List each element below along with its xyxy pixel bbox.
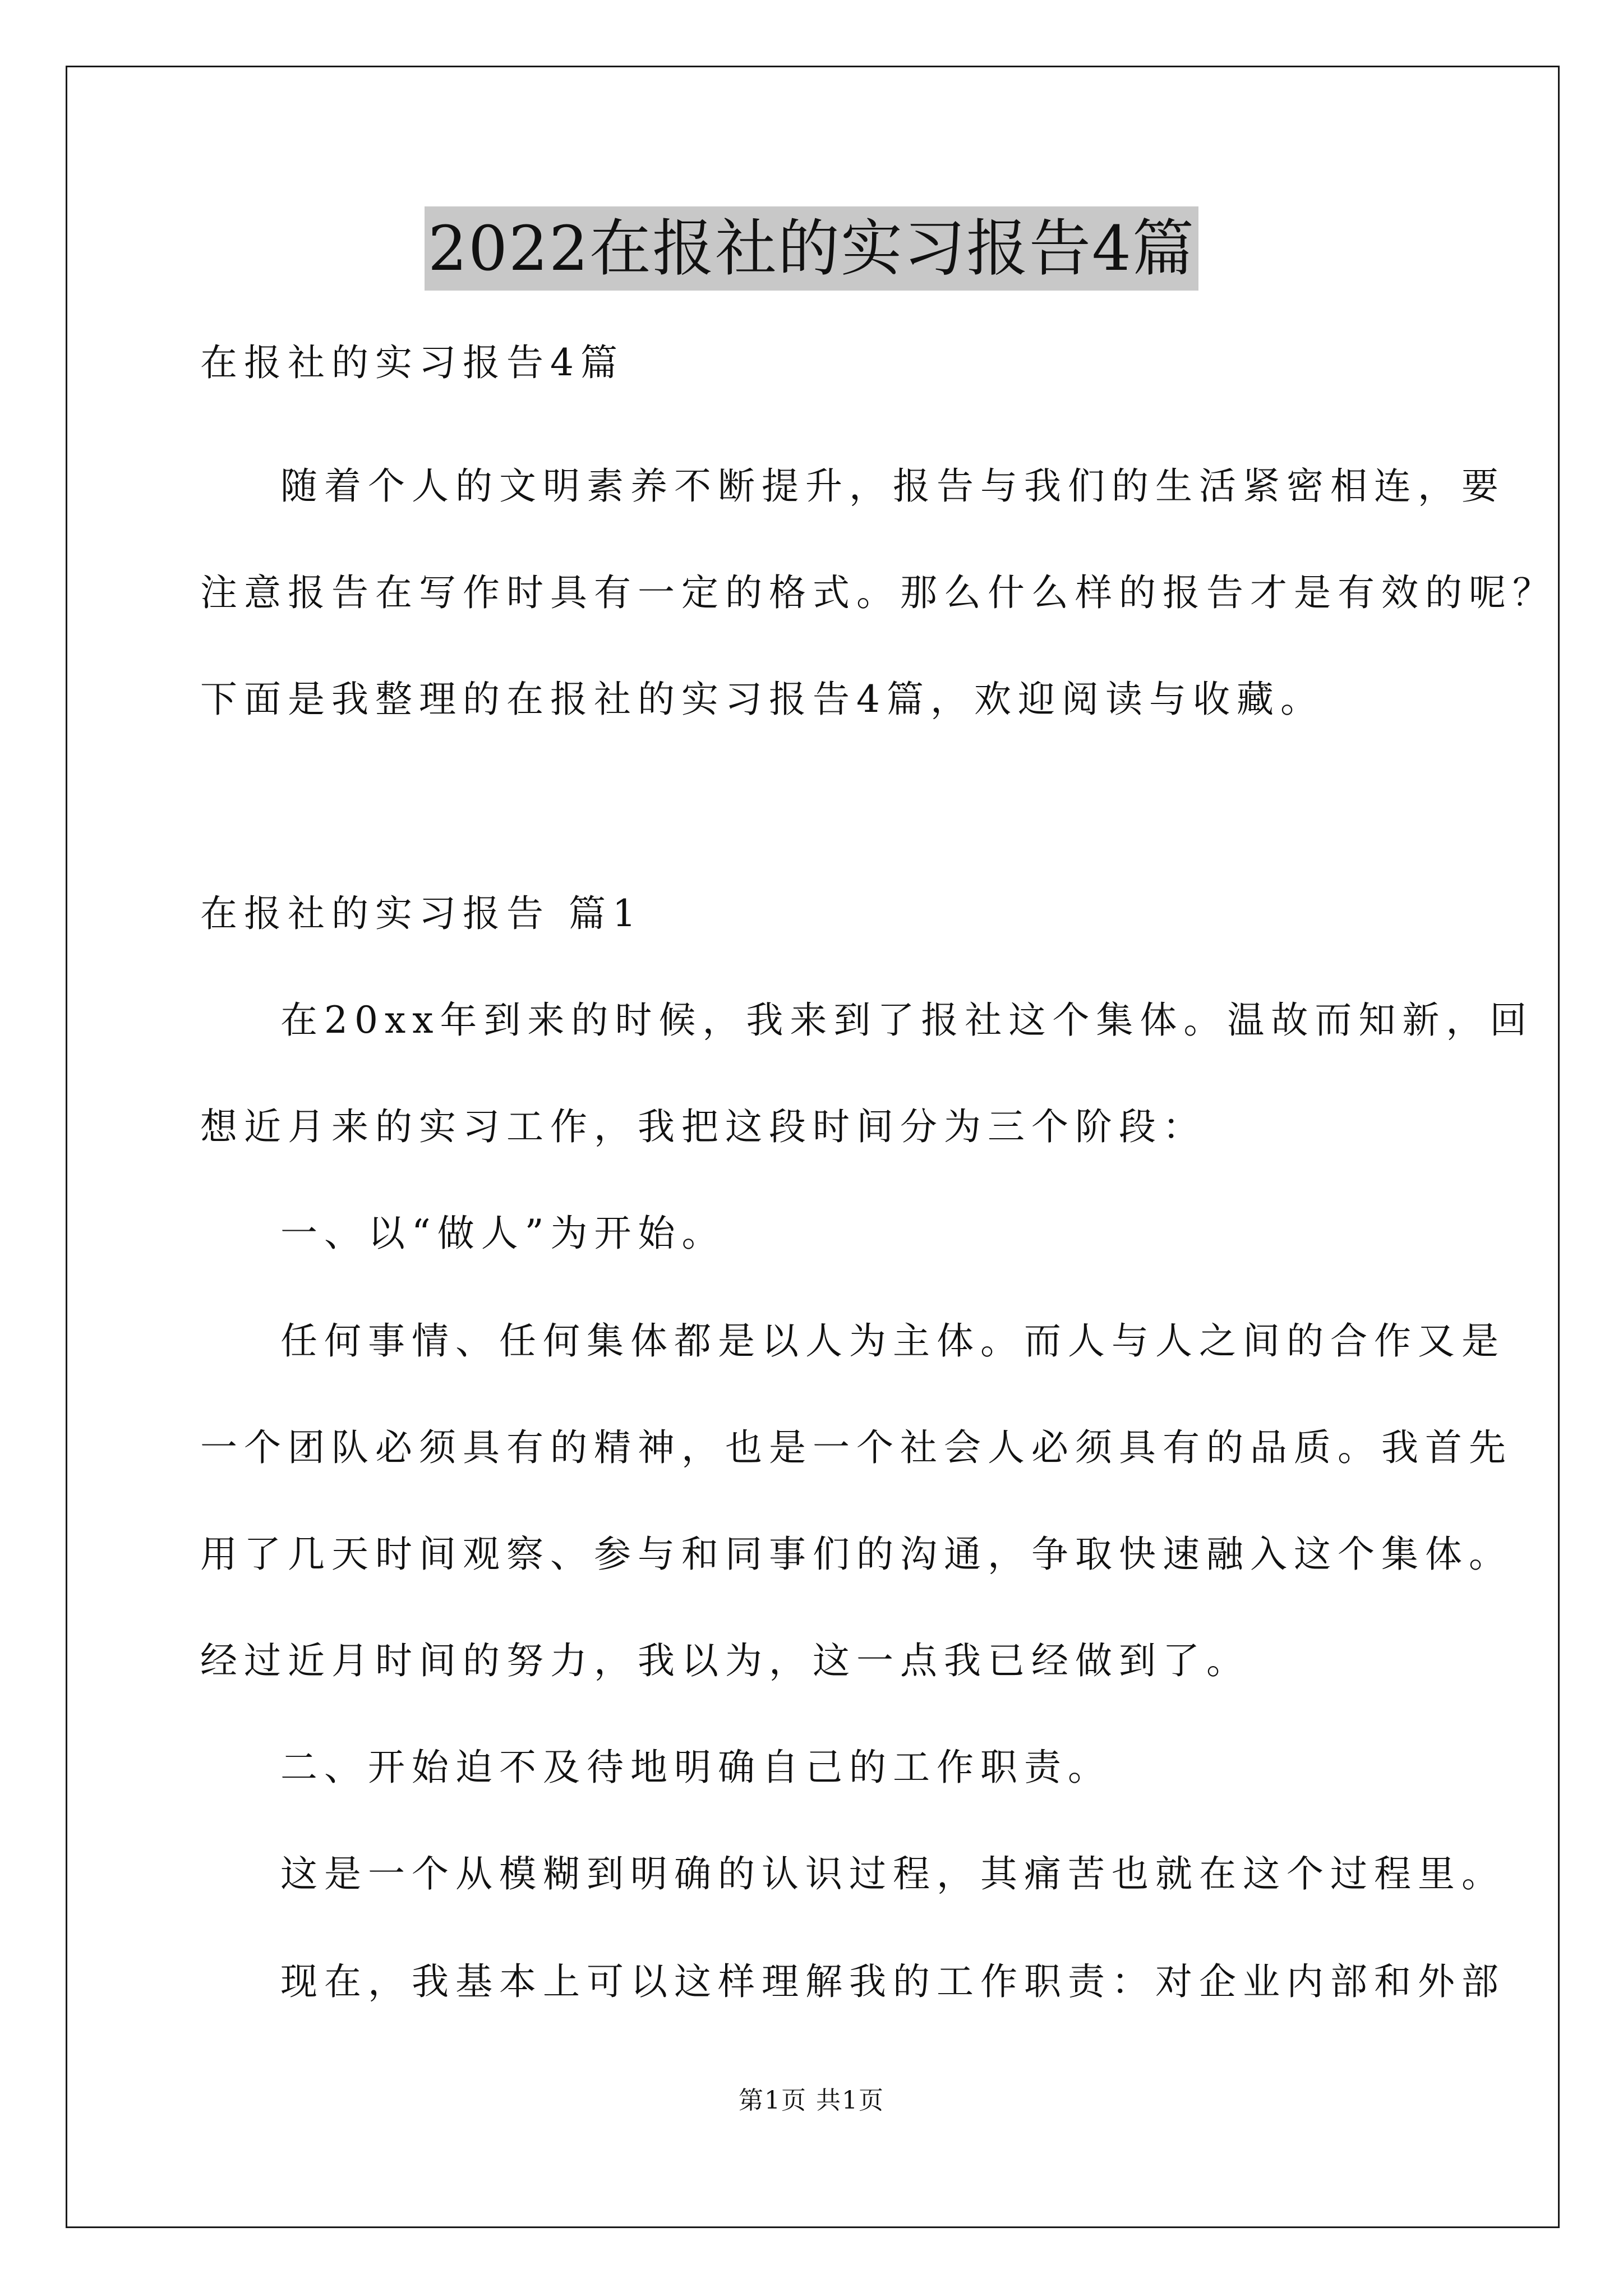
intro-line: 注意报告在写作时具有一定的格式。那么什么样的报告才是有效的呢？ bbox=[200, 571, 1556, 614]
section-heading: 在报社的实习报告 篇1 bbox=[200, 892, 643, 935]
body-line: 现在，我基本上可以这样理解我的工作职责：对企业内部和外部 bbox=[280, 1960, 1505, 2003]
intro-line: 随着个人的文明素养不断提升，报告与我们的生活紧密相连，要 bbox=[280, 464, 1505, 508]
document-title: 2022在报社的实习报告4篇 bbox=[425, 206, 1198, 291]
body-line: 一、以“做人”为开始。 bbox=[280, 1212, 726, 1255]
body-line: 想近月来的实习工作，我把这段时间分为三个阶段： bbox=[200, 1105, 1206, 1148]
body-line: 这是一个从模糊到明确的认识过程，其痛苦也就在这个过程里。 bbox=[280, 1852, 1505, 1895]
page-footer: 第1页 共1页 bbox=[739, 2086, 884, 2115]
body-line: 经过近月时间的努力，我以为，这一点我已经做到了。 bbox=[200, 1639, 1250, 1682]
document-subtitle: 在报社的实习报告4篇 bbox=[200, 341, 624, 384]
body-line: 一个团队必须具有的精神，也是一个社会人必须具有的品质。我首先 bbox=[200, 1426, 1513, 1469]
body-line: 二、开始迫不及待地明确自己的工作职责。 bbox=[280, 1746, 1112, 1789]
body-line: 任何事情、任何集体都是以人为主体。而人与人之间的合作又是 bbox=[280, 1319, 1505, 1363]
title-container bbox=[0, 206, 1623, 291]
body-line: 用了几天时间观察、参与和同事们的沟通，争取快速融入这个集体。 bbox=[200, 1533, 1513, 1576]
body-line: 在20xx年到来的时候，我来到了报社这个集体。温故而知新，回 bbox=[280, 999, 1534, 1042]
intro-line: 下面是我整理的在报社的实习报告4篇，欢迎阅读与收藏。 bbox=[200, 678, 1324, 721]
